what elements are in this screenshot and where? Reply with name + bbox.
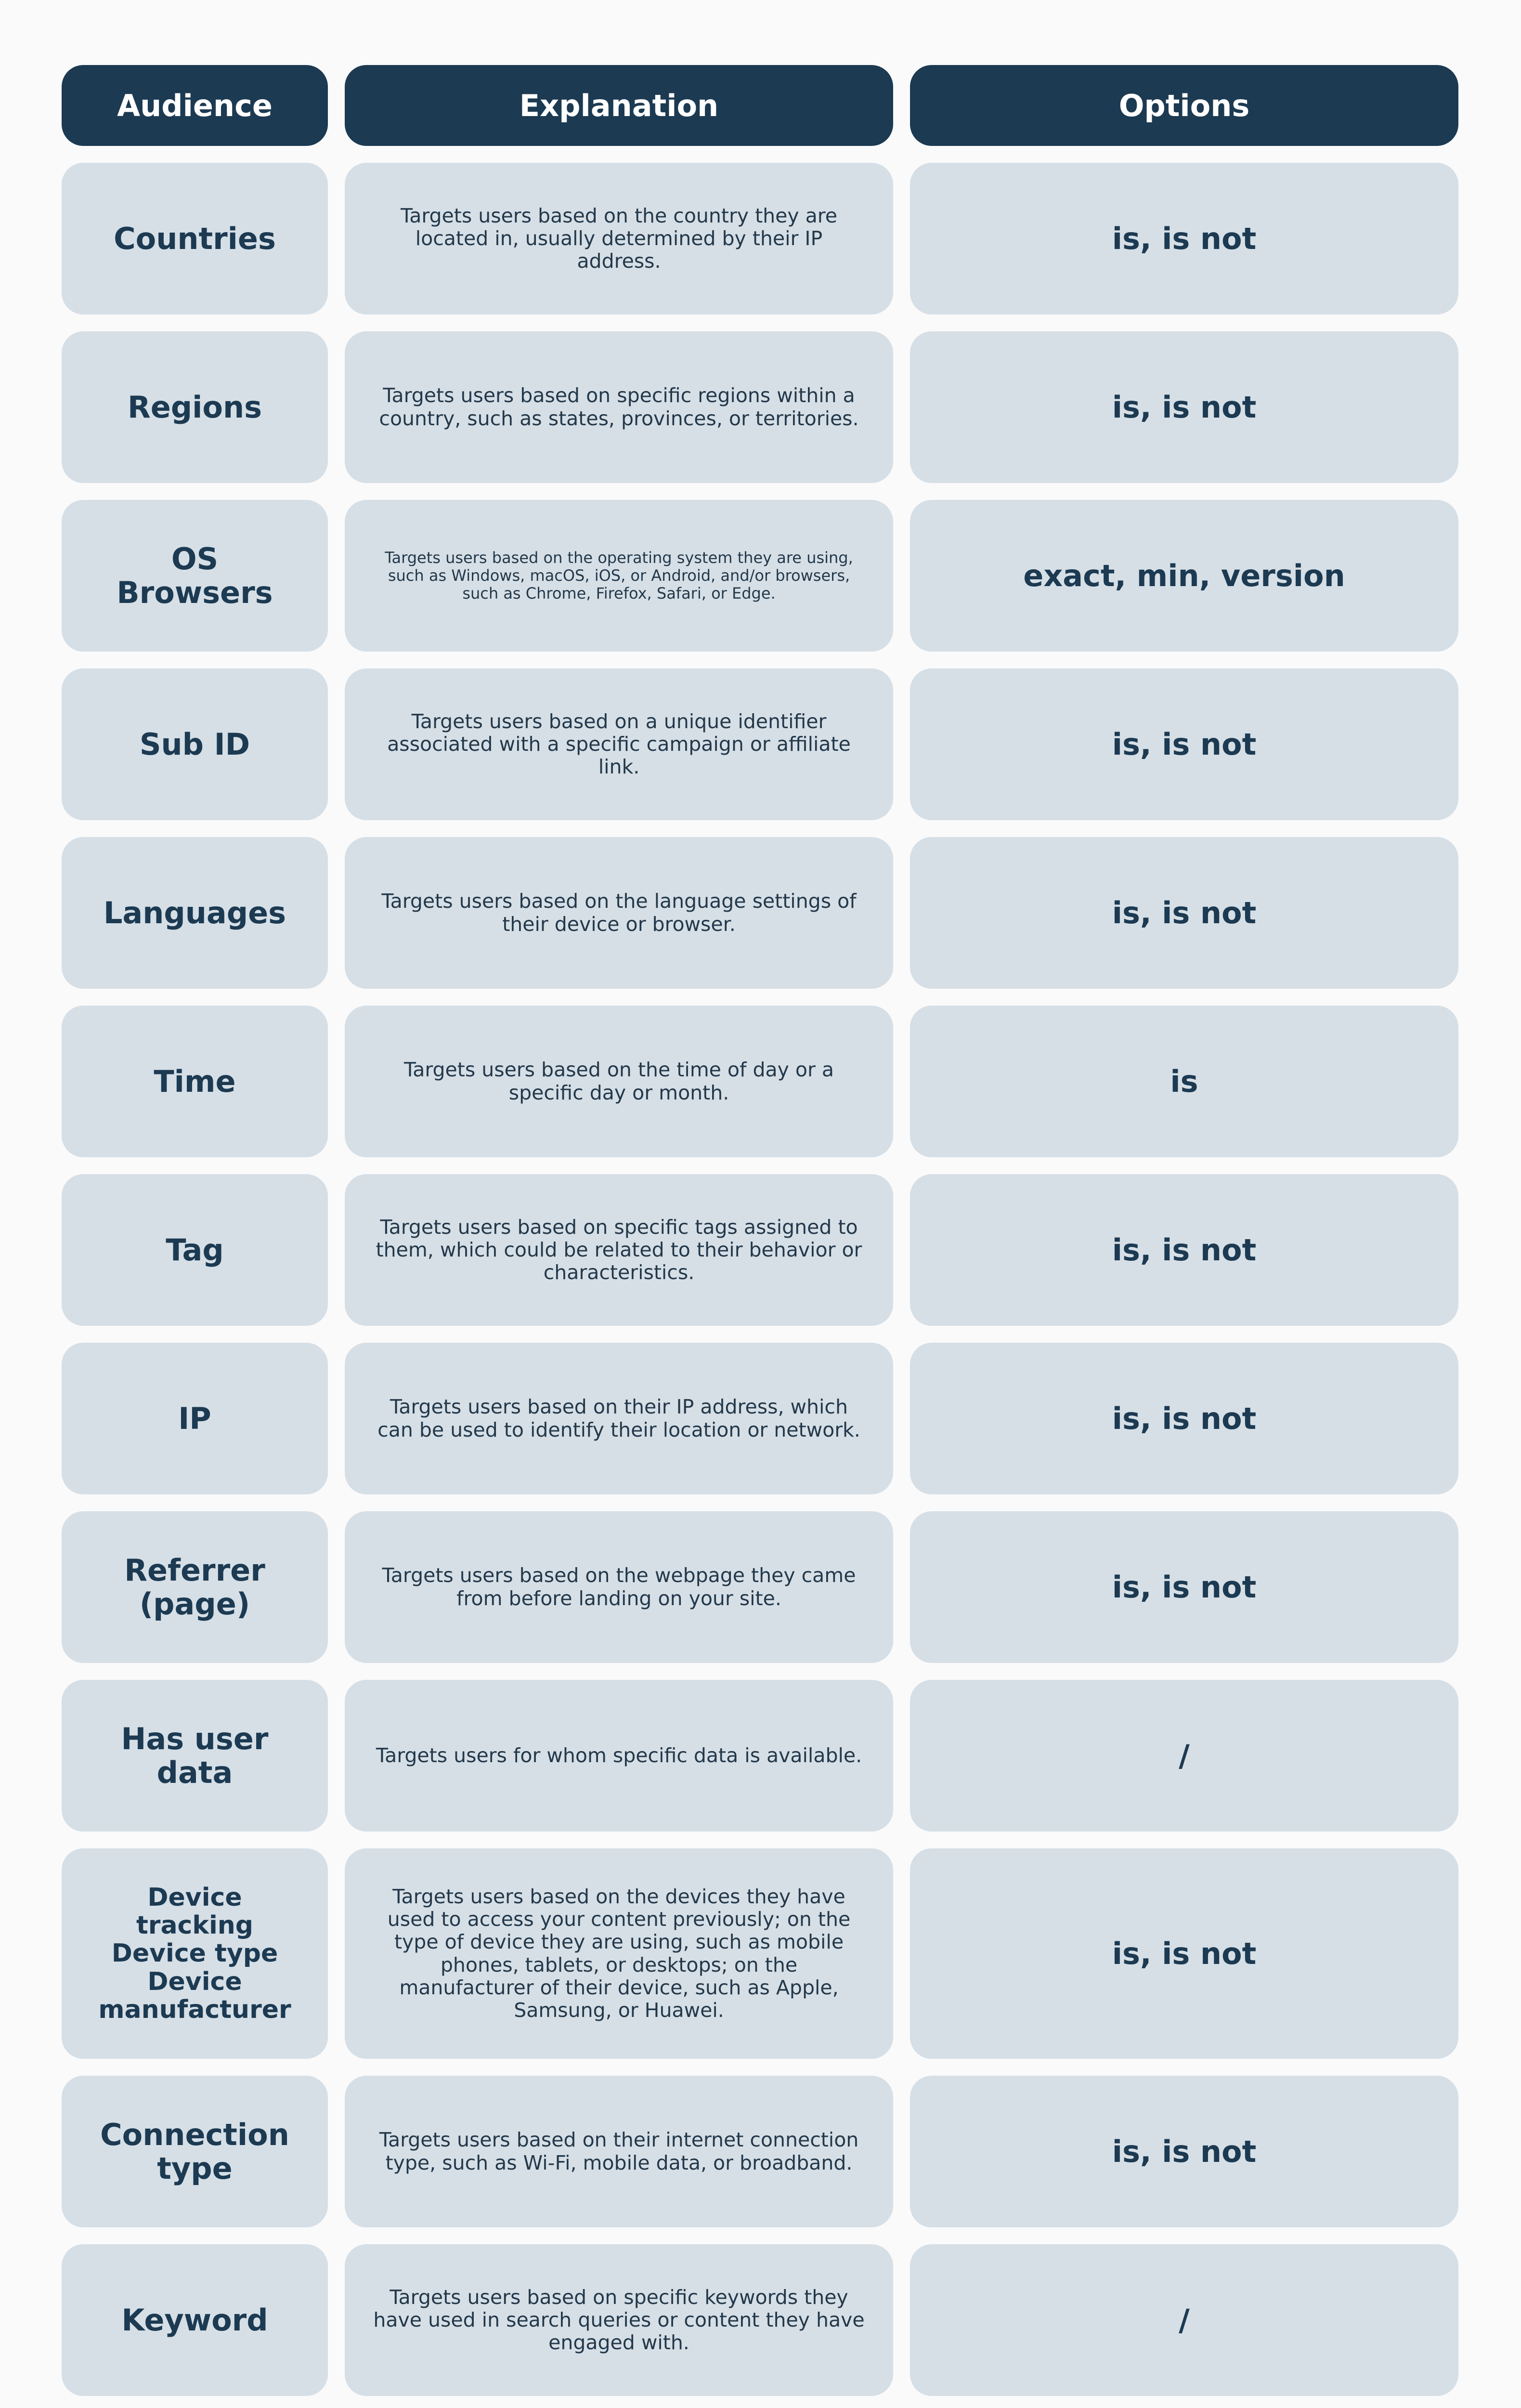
options-cell: is, is not xyxy=(910,2076,1458,2227)
explanation-cell: Targets users based on the time of day or a specific day or month. xyxy=(345,1006,893,1157)
explanation-cell: Targets users based on specific tags assigned to them, which could be related to their behavior or characteristics. xyxy=(345,1174,893,1326)
explanation-cell: Targets users based on specific regions within a country, such as states, provinces, or territories. xyxy=(345,331,893,483)
audience-cell: Sub ID xyxy=(62,668,328,820)
table-row xyxy=(62,2076,1458,2227)
audience-cell: Connection type xyxy=(62,2076,328,2227)
explanation-cell: Targets users based on the devices they have used to access your content previously; on the type of device they are using, such as mobile phones, tablets, or desktops; on the manufacturer of their device, such as Apple, Samsung, or Huawei. xyxy=(345,1848,893,2059)
audience-cell: Time xyxy=(62,1006,328,1157)
table-row xyxy=(62,331,1458,483)
table-header-row xyxy=(62,65,1458,146)
explanation-cell: Targets users based on their internet connection type, such as Wi-Fi, mobile data, or broadband. xyxy=(345,2076,893,2227)
options-cell: is, is not xyxy=(910,837,1458,989)
explanation-cell: Targets users based on specific keywords they have used in search queries or content they have engaged with. xyxy=(345,2244,893,2396)
table-row xyxy=(62,1680,1458,1832)
options-cell: is, is not xyxy=(910,1511,1458,1663)
options-cell: is, is not xyxy=(910,163,1458,314)
options-cell: is, is not xyxy=(910,1848,1458,2059)
audience-cell: Languages xyxy=(62,837,328,989)
audience-cell: Has user data xyxy=(62,1680,328,1832)
audience-cell: IP xyxy=(62,1343,328,1494)
explanation-cell: Targets users based on the country they are located in, usually determined by their IP address. xyxy=(345,163,893,314)
options-cell: is, is not xyxy=(910,668,1458,820)
explanation-cell: Targets users based on their IP address, which can be used to identify their location or network. xyxy=(345,1343,893,1494)
explanation-cell: Targets users based on the language settings of their device or browser. xyxy=(345,837,893,989)
options-cell: exact, min, version xyxy=(910,500,1458,652)
table-row xyxy=(62,500,1458,652)
explanation-cell: Targets users based on a unique identifier associated with a specific campaign or affiliate link. xyxy=(345,668,893,820)
options-cell: / xyxy=(910,1680,1458,1832)
options-cell: is, is not xyxy=(910,1174,1458,1326)
audience-cell: Keyword xyxy=(62,2244,328,2396)
audience-cell: Regions xyxy=(62,331,328,483)
options-cell: is xyxy=(910,1006,1458,1157)
options-cell: / xyxy=(910,2244,1458,2396)
audience-cell: Referrer (page) xyxy=(62,1511,328,1663)
explanation-cell: Targets users based on the operating system they are using, such as Windows, macOS, iOS, or Android, and/or browsers, such as Chrome, Firefox, Safari, or Edge. xyxy=(345,500,893,652)
options-column-header: Options xyxy=(910,65,1458,146)
audience-targeting-table xyxy=(62,65,1458,2408)
table-row xyxy=(62,1174,1458,1326)
table-row xyxy=(62,837,1458,989)
audience-column-header: Audience xyxy=(62,65,328,146)
table-row xyxy=(62,1006,1458,1157)
explanation-column-header: Explanation xyxy=(345,65,893,146)
table-row xyxy=(62,1343,1458,1494)
table-row xyxy=(62,163,1458,314)
table-row xyxy=(62,2244,1458,2396)
audience-cell: Device tracking Device type Device manufacturer xyxy=(62,1848,328,2059)
options-cell: is, is not xyxy=(910,331,1458,483)
explanation-cell: Targets users based on the webpage they came from before landing on your site. xyxy=(345,1511,893,1663)
audience-cell: OS Browsers xyxy=(62,500,328,652)
table-row xyxy=(62,668,1458,820)
table-row xyxy=(62,1511,1458,1663)
audience-cell: Countries xyxy=(62,163,328,314)
explanation-cell: Targets users for whom specific data is available. xyxy=(345,1680,893,1832)
audience-cell: Tag xyxy=(62,1174,328,1326)
table-row xyxy=(62,1848,1458,2059)
options-cell: is, is not xyxy=(910,1343,1458,1494)
